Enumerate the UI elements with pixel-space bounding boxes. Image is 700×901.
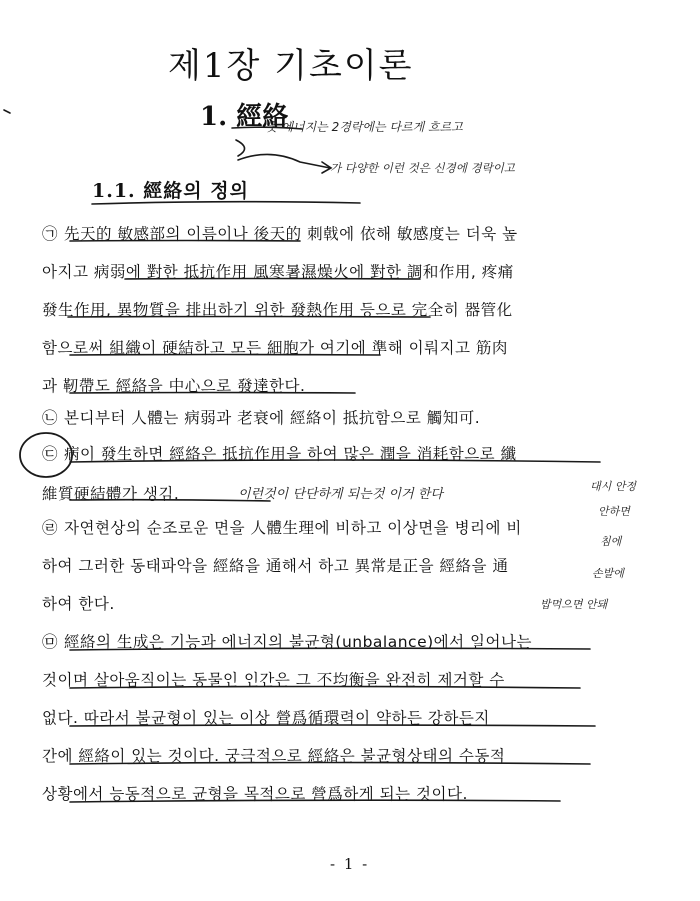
item-line: ㉣ 자연현상의 순조로운 면을 人體生理에 비하고 이상면을 병리에 비 (42, 519, 522, 537)
underline (70, 648, 590, 650)
subsection-title: 1.1. 經絡의 정의 (92, 180, 249, 202)
subsection-underline (92, 202, 360, 204)
item-line: 상황에서 능동적으로 균형을 목적으로 營爲하게 되는 것이다. (42, 785, 468, 803)
underline (70, 241, 300, 242)
underline (125, 279, 420, 280)
item-line: 하여 한다. (42, 595, 115, 613)
handwritten-side-note-1: 대시 안정 (590, 480, 637, 493)
underline (70, 725, 595, 726)
item-line: ㉡ 본디부터 人體는 病弱과 老衰에 經絡이 抵抗함으로 觸知可. (42, 409, 481, 427)
item-line: ㉠ 先天的 敏感部의 이름이나 後天的 刺戟에 依해 敏感度는 더욱 높 (42, 225, 518, 243)
item-marker: ㉤ (42, 633, 59, 651)
item-line: 아지고 病弱에 對한 抵抗作用 風寒暑濕燥火에 對한 調和作用, 疼痛 (42, 263, 514, 281)
section-title-underline (232, 127, 302, 129)
item-marker: ㉡ (42, 409, 59, 427)
handwritten-side-note-5: 밥먹으면 안돼 (540, 598, 608, 611)
chapter-title: 제1장 기초이론 (168, 46, 414, 86)
handwritten-note-arrow: 가 다양한 이런 것은 신경에 경락이고 (330, 161, 515, 175)
handwritten-side-note-4: 손발에 (592, 567, 624, 580)
underline (70, 460, 600, 462)
stray-mark (4, 110, 10, 113)
section-title: 1. 經絡 (200, 102, 289, 132)
item-line: 것이며 살아움직이는 동물인 인간은 그 不均衡을 완전히 제거할 수 (42, 671, 505, 689)
item-line: ㉢ 病이 發生하면 經絡은 抵抗作用을 하여 많은 潤을 消耗함으로 纖 (42, 445, 517, 463)
item-line: 없다. 따라서 불균형이 있는 이상 營爲循環력이 약하든 강하든지 (42, 709, 490, 727)
handwritten-note-top: 촛 에너지는 2경락에는 다르게 흐르고 (266, 120, 463, 134)
circled-marker (20, 433, 72, 477)
handwritten-arrow (238, 154, 330, 168)
underline (70, 355, 380, 356)
item-line: 간에 經絡이 있는 것이다. 궁극적으로 經絡은 불균형상태의 수동적 (42, 747, 506, 765)
handwritten-side-note-2: 안하면 (598, 505, 630, 518)
page-number: - 1 - (330, 855, 370, 873)
underline (70, 500, 270, 501)
item-line: 發生作用, 異物質을 排出하기 위한 發熱作用 등으로 完全히 器管化 (42, 301, 513, 319)
underline (70, 687, 580, 689)
underline (70, 800, 560, 802)
underline (70, 763, 590, 765)
item-marker: ㉣ (42, 519, 59, 537)
item-marker: ㉢ (42, 445, 59, 463)
item-line: 과 靭帶도 經絡을 中心으로 發達한다. (42, 377, 306, 395)
item-line: 함으로써 組織이 硬結하고 모든 細胞가 여기에 準해 이뤄지고 筋肉 (42, 339, 508, 357)
item-line: 하여 그러한 동태파악을 經絡을 通해서 하고 異常是正을 經絡을 通 (42, 557, 509, 575)
handwritten-note-mid: 이런것이 단단하게 되는것 이거 한다 (238, 487, 443, 502)
item-line: 維質硬結體가 생김. (42, 485, 180, 503)
underline (68, 317, 430, 318)
item-marker: ㉠ (42, 225, 59, 243)
item-line: ㉤ 經絡의 生成은 기능과 에너지의 불균형(unbalance)에서 일어나는 (42, 633, 532, 651)
underline (70, 393, 355, 394)
handwritten-side-note-3: 침에 (600, 535, 622, 548)
stray-mark (236, 140, 245, 156)
